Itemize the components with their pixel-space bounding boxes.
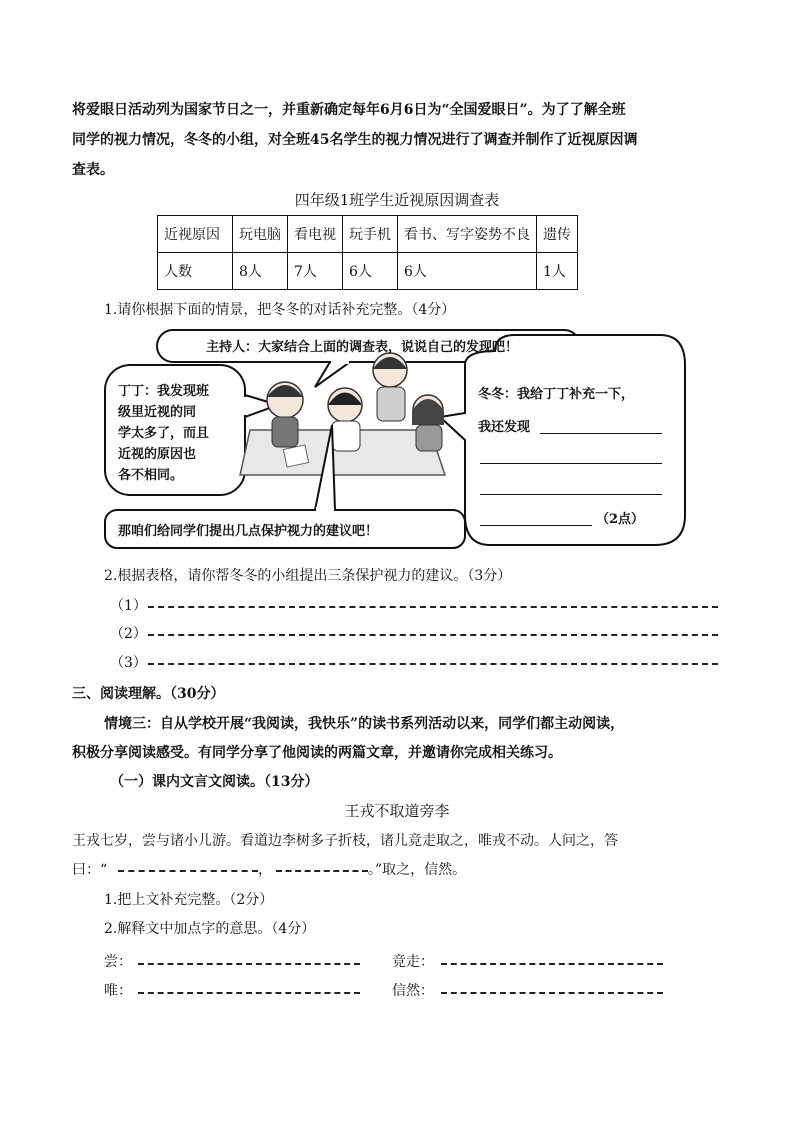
word-label-wei: 唯： <box>104 983 132 999</box>
suggestion-answer-line[interactable] <box>148 606 718 608</box>
children-figures <box>267 353 444 451</box>
story-line-2-mid: ， <box>258 862 272 878</box>
table-cell: 6人 <box>398 253 537 290</box>
table-cell: 7人 <box>288 253 343 290</box>
story-line-2-end: 。”取之，信然。 <box>368 862 467 878</box>
suggestion-answer-line[interactable] <box>148 663 718 665</box>
table-row <box>158 253 578 290</box>
host-bubble-tail <box>315 362 350 387</box>
table-header-cell: 玩电脑 <box>233 216 288 253</box>
q1-prompt: 1.请你根据下面的情景，把冬冬的对话补充完整。（4分） <box>104 302 456 318</box>
story-title: 王戎不取道旁李 <box>344 802 450 820</box>
reading-q1: 1.把上文补充完整。（2分） <box>104 892 274 908</box>
table-header-cell: 近视原因 <box>158 216 233 253</box>
advice-speech-text: 那咱们给同学们提出几点保护视力的建议吧！ <box>118 524 379 539</box>
story-line-2-start: 曰：“ <box>72 862 108 878</box>
reading-subheading: （一）课内文言文阅读。（13分） <box>110 774 319 790</box>
dongdong-speech-intro: 冬冬：我给丁丁补充一下， <box>478 387 635 402</box>
word-label-jingzou: 竞走： <box>392 954 434 970</box>
intro-line-3: 查表。 <box>72 162 114 178</box>
dingding-speech-line: 学太多了，而且 <box>118 426 210 441</box>
suggestion-answer-line[interactable] <box>148 634 718 636</box>
paper-shape <box>283 445 308 467</box>
table-title: 四年级1班学生近视原因调查表 <box>294 191 500 209</box>
q2-prompt: 2.根据表格，请你帮冬冬的小组提出三条保护视力的建议。（3分） <box>104 568 512 584</box>
table-header-cell: 玩手机 <box>343 216 398 253</box>
word-label-chang: 尝： <box>104 954 132 970</box>
suggestion-label: （2） <box>110 626 147 642</box>
table-cell: 6人 <box>343 253 398 290</box>
word-answer-line[interactable] <box>441 963 663 965</box>
answer-line[interactable] <box>540 433 662 434</box>
dingding-speech-line: 丁丁：我发现班 <box>118 384 210 399</box>
word-label-xinran: 信然： <box>392 983 434 999</box>
dingding-speech-line: 近视的原因也 <box>118 447 197 462</box>
section3-heading: 三、阅读理解。（30分） <box>72 686 225 702</box>
section3-context-1: 情境三：自从学校开展“我阅读，我快乐”的读书系列活动以来，同学们都主动阅读， <box>104 716 625 732</box>
word-answer-line[interactable] <box>138 963 360 965</box>
word-answer-line[interactable] <box>441 992 663 994</box>
answer-line[interactable] <box>480 494 662 495</box>
dingding-speech-line: 各不相同。 <box>118 468 184 483</box>
table-cell: 人数 <box>158 253 233 290</box>
dongdong-speech-bubble <box>440 335 685 545</box>
dongdong-speech-found: 我还发现 <box>478 420 531 435</box>
intro-line-2: 同学的视力情况，冬冬的小组，对全班45名学生的视力情况进行了调查并制作了近视原因调 <box>72 132 638 148</box>
story-blank-2[interactable] <box>276 870 368 872</box>
host-speech-text: 主持人：大家结合上面的调查表，说说自己的发现吧！ <box>206 340 519 355</box>
answer-line[interactable] <box>480 463 662 464</box>
story-blank-1[interactable] <box>118 870 258 872</box>
word-answer-line[interactable] <box>138 992 360 994</box>
table-header-cell: 遗传 <box>537 216 578 253</box>
section3-context-2: 积极分享阅读感受。有同学分享了他阅读的两篇文章，并邀请你完成相关练习。 <box>72 745 562 761</box>
story-line-1: 王戎七岁，尝与诸小儿游。看道边李树多子折枝，诸儿竞走取之，唯戎不动。人问之，答 <box>72 833 618 849</box>
survey-table <box>157 215 578 290</box>
suggestion-label: （1） <box>110 598 147 614</box>
reading-q2: 2.解释文中加点字的意思。（4分） <box>104 921 316 937</box>
dingding-speech-line: 级里近视的同 <box>118 405 197 420</box>
table-cell: 1人 <box>537 253 578 290</box>
table-cell: 8人 <box>233 253 288 290</box>
points-label: （2点） <box>596 512 645 527</box>
answer-line[interactable] <box>480 525 592 526</box>
suggestion-label: （3） <box>110 655 147 671</box>
table-header-cell: 看书、写字姿势不良 <box>398 216 537 253</box>
table-header-row <box>158 216 578 253</box>
table-header-cell: 看电视 <box>288 216 343 253</box>
intro-line-1: 将爱眼日活动列为国家节日之一，并重新确定每年6月6日为“全国爱眼日”。为了了解全班 <box>72 102 626 118</box>
